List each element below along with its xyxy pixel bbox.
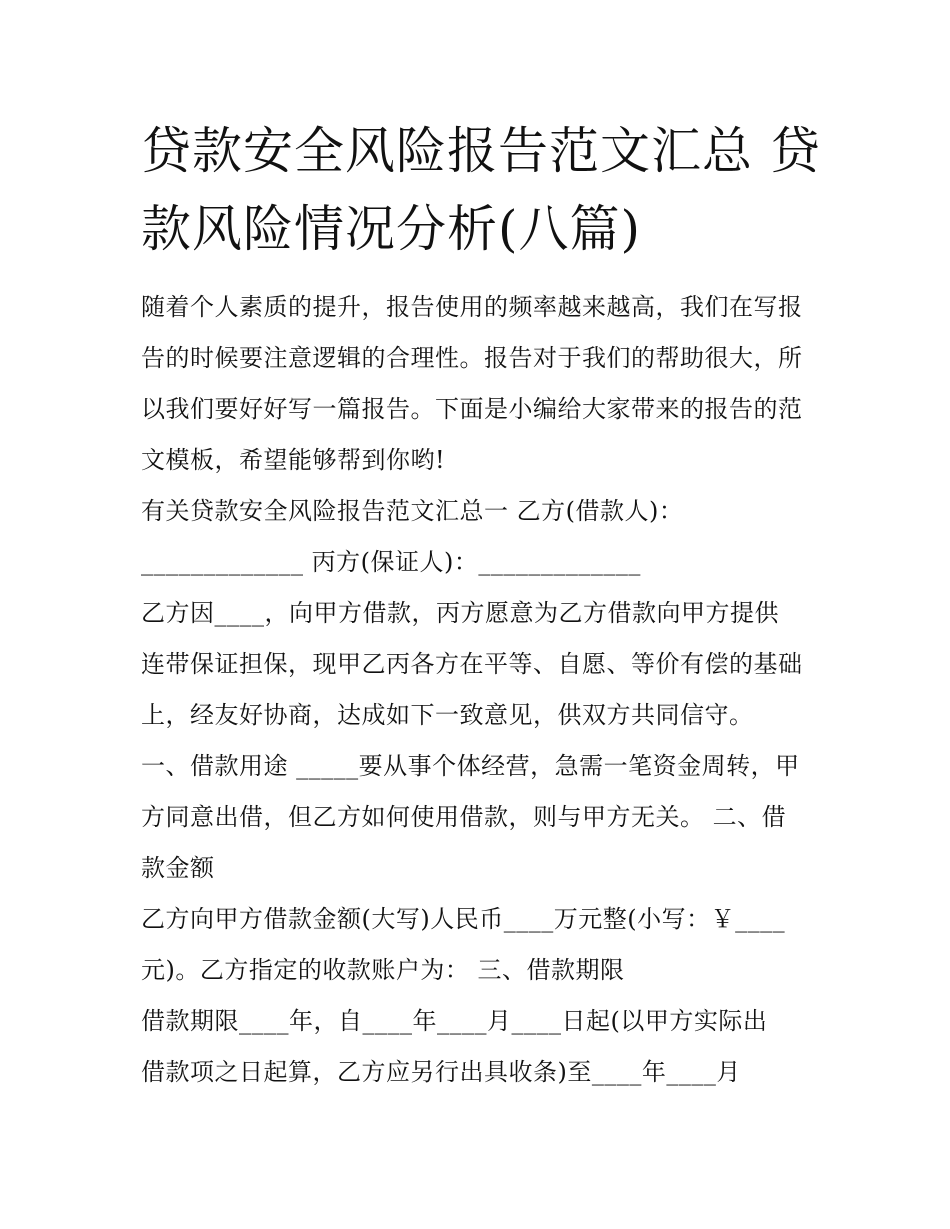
document-body [141, 282, 820, 1098]
body-line-15: 借款期限____年，自____年____月____日起(以甲方实际出 [141, 1007, 768, 1035]
body-line-11: 方同意出借，但乙方如何使用借款，则与甲方无关。 二、借 [141, 803, 787, 831]
title-line-1: 贷款安全风险报告范文汇总 贷 [141, 122, 821, 180]
body-line-16: 借款项之日起算，乙方应另行出具收条)至____年____月 [141, 1058, 741, 1086]
body-line-1: 随着个人素质的提升，报告使用的频率越来越高，我们在写报 [141, 293, 803, 321]
body-line-12: 款金额 [141, 854, 215, 882]
body-line-4: 文模板，希望能够帮到你哟! [141, 446, 446, 474]
title-line-2: 款风险情况分析(八篇) [141, 200, 642, 258]
body-line-6: _____________ 丙方(保证人)：_____________ [141, 548, 641, 576]
document-title [141, 112, 820, 268]
body-line-7: 乙方因____，向甲方借款，丙方愿意为乙方借款向甲方提供 [141, 599, 779, 627]
body-line-5: 有关贷款安全风险报告范文汇总一 乙方(借款人)： [141, 497, 684, 525]
body-line-3: 以我们要好好写一篇报告。下面是小编给大家带来的报告的范 [141, 395, 803, 423]
body-line-13: 乙方向甲方借款金额(大写)人民币____万元整(小写：￥____ [141, 905, 786, 933]
body-line-2: 告的时候要注意逻辑的合理性。报告对于我们的帮助很大，所 [141, 344, 803, 372]
body-line-9: 上，经友好协商，达成如下一致意见，供双方共同信守。 [141, 701, 754, 729]
body-line-8: 连带保证担保，现甲乙丙各方在平等、自愿、等价有偿的基础 [141, 650, 803, 678]
body-line-10: 一、借款用途 _____要从事个体经营，急需一笔资金周转，甲 [141, 752, 800, 780]
body-line-14: 元)。乙方指定的收款账户为： 三、借款期限 [141, 956, 625, 984]
